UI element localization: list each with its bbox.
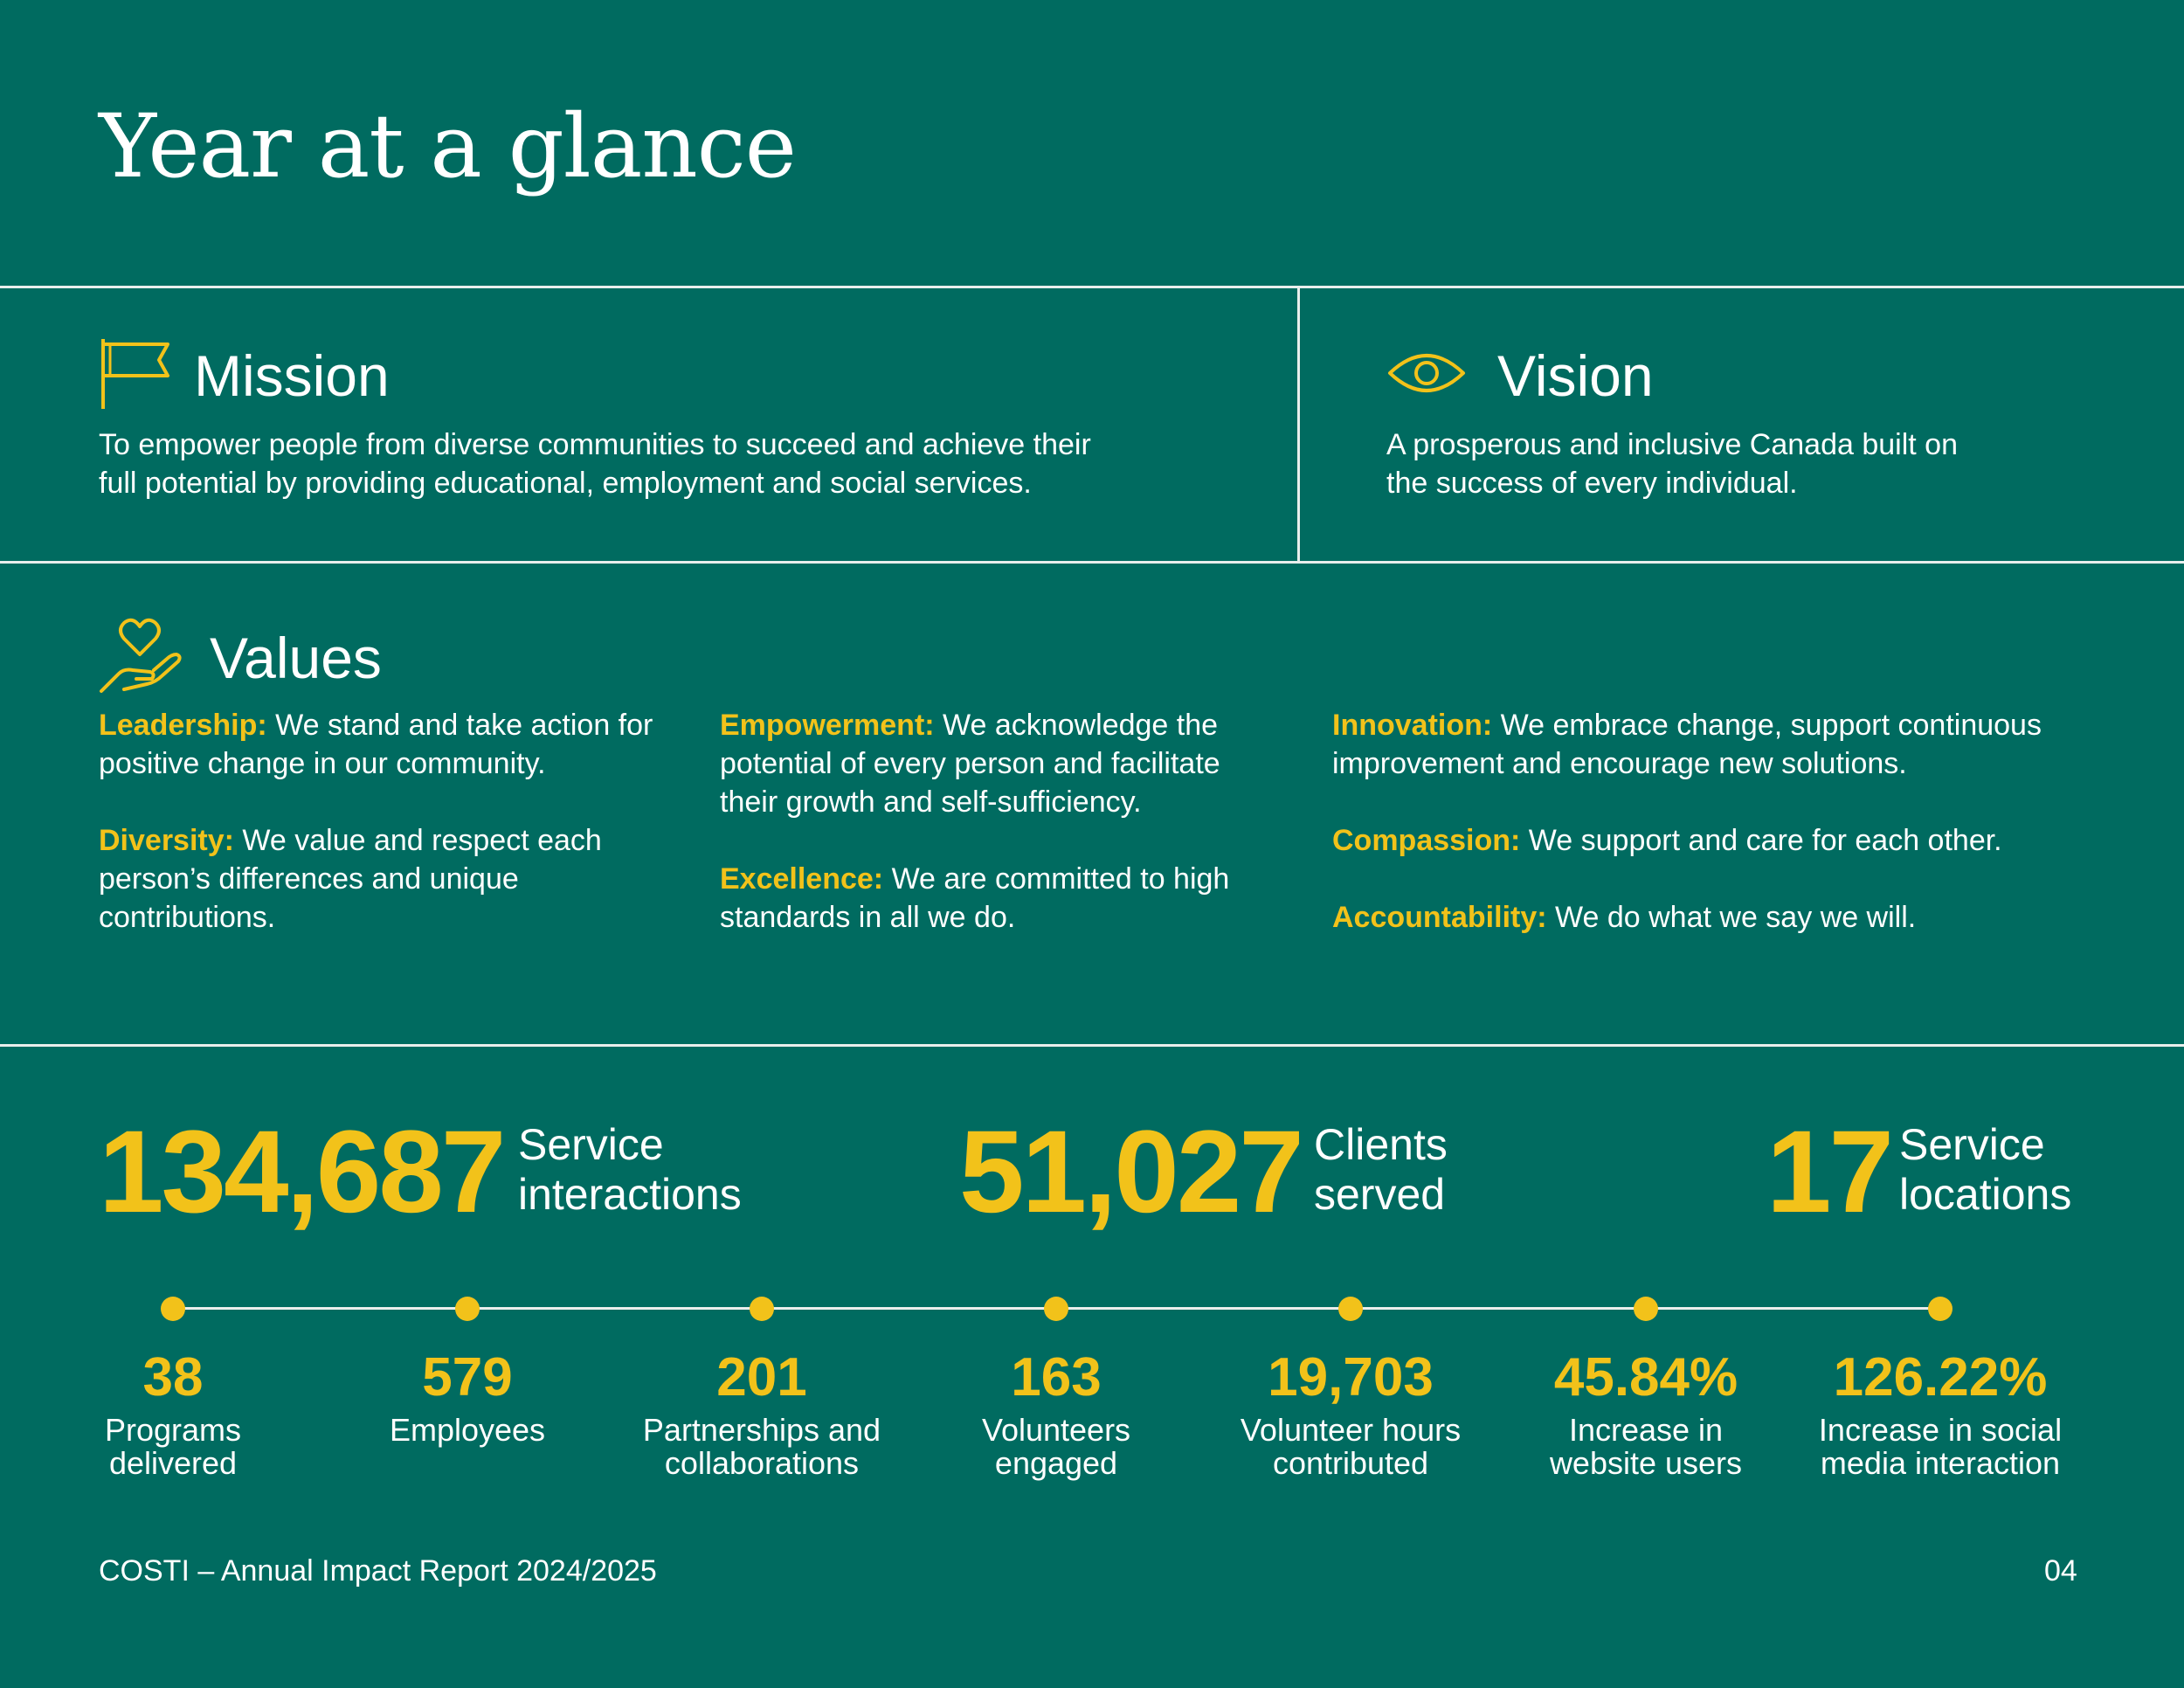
divider-bottom xyxy=(0,1044,2184,1047)
timeline-dot xyxy=(1634,1297,1658,1321)
stat-value: 163 xyxy=(1011,1347,1102,1408)
timeline-dot xyxy=(1338,1297,1363,1321)
divider-middle xyxy=(0,561,2184,564)
stat-label: Volunteer hours contributed xyxy=(1240,1412,1462,1481)
stat-label: Employees xyxy=(389,1412,546,1448)
vision-text-line1: A prosperous and inclusive Canada built on xyxy=(1386,428,1958,461)
values-heading: Values xyxy=(210,626,382,690)
headline-stat-label: Service locations xyxy=(1899,1120,2072,1219)
stat-label: Volunteers engaged xyxy=(981,1412,1131,1481)
divider-vertical xyxy=(1297,286,1300,564)
timeline-dot xyxy=(161,1297,185,1321)
vision-heading: Vision xyxy=(1497,343,1654,408)
values-column-2 xyxy=(720,706,1279,975)
stat-employees xyxy=(328,1347,607,1447)
mission-text-line1: To empower people from diverse communities to succeed and achieve their xyxy=(99,428,1091,461)
stat-value: 45.84% xyxy=(1553,1347,1738,1408)
headline-stat-label: Clients served xyxy=(1314,1120,1448,1219)
page-title: Year at a glance xyxy=(99,95,796,197)
heart-hand-icon xyxy=(98,616,183,695)
stat-website-users xyxy=(1506,1347,1786,1480)
value-excellence: Excellence: We are committed to high standards in all we do. xyxy=(720,862,1230,934)
timeline-dot xyxy=(1044,1297,1068,1321)
vision-text xyxy=(1386,425,2129,502)
stat-social-media xyxy=(1800,1347,2080,1480)
headline-stat-value: 134,687 xyxy=(99,1107,504,1237)
value-innovation: Innovation: We embrace change, support continuous improvement and encourage new solutions. xyxy=(1332,709,2042,780)
stat-partnerships xyxy=(622,1347,902,1480)
values-column-3 xyxy=(1332,706,2118,975)
value-diversity: Diversity: We value and respect each person’s differences and unique contributions. xyxy=(99,824,602,934)
mission-text xyxy=(99,425,1234,502)
headline-stat-value: 51,027 xyxy=(959,1107,1302,1237)
divider-top xyxy=(0,286,2184,288)
timeline-dot xyxy=(1928,1297,1952,1321)
stat-volunteers xyxy=(916,1347,1196,1480)
timeline-dot xyxy=(750,1297,774,1321)
stat-label: Increase in social media interaction xyxy=(1818,1412,2063,1481)
stat-programs-delivered xyxy=(33,1347,313,1480)
values-column-1 xyxy=(99,706,693,975)
mission-heading: Mission xyxy=(194,343,390,408)
value-leadership: Leadership: We stand and take action for positive change in our community. xyxy=(99,709,653,780)
stat-label: Partnerships and collaborations xyxy=(642,1412,881,1481)
footer-report-title: COSTI – Annual Impact Report 2024/2025 xyxy=(99,1554,657,1588)
stat-label: Increase in website users xyxy=(1549,1412,1743,1481)
headline-stat-label: Service interactions xyxy=(518,1120,742,1219)
stat-value: 579 xyxy=(422,1347,513,1408)
stat-value: 19,703 xyxy=(1268,1347,1434,1408)
footer-page-number: 04 xyxy=(2044,1554,2077,1588)
eye-icon xyxy=(1386,345,1467,401)
stat-value: 201 xyxy=(716,1347,807,1408)
stat-volunteer-hours xyxy=(1211,1347,1490,1480)
value-empowerment: Empowerment: We acknowledge the potential of every person and facilitate their growth and self-sufficiency. xyxy=(720,709,1220,819)
stat-label: Programs delivered xyxy=(104,1412,242,1481)
vision-text-line2: the success of every individual. xyxy=(1386,467,1798,500)
value-compassion: Compassion: We support and care for each other. xyxy=(1332,824,2002,857)
headline-stat-value: 17 xyxy=(1766,1107,1892,1237)
flag-icon xyxy=(98,336,173,411)
stat-value: 38 xyxy=(142,1347,204,1408)
timeline-dot xyxy=(455,1297,480,1321)
mission-text-line2: full potential by providing educational, employment and social services. xyxy=(99,467,1032,500)
stat-value: 126.22% xyxy=(1833,1347,2048,1408)
value-accountability: Accountability: We do what we say we will. xyxy=(1332,901,1917,934)
